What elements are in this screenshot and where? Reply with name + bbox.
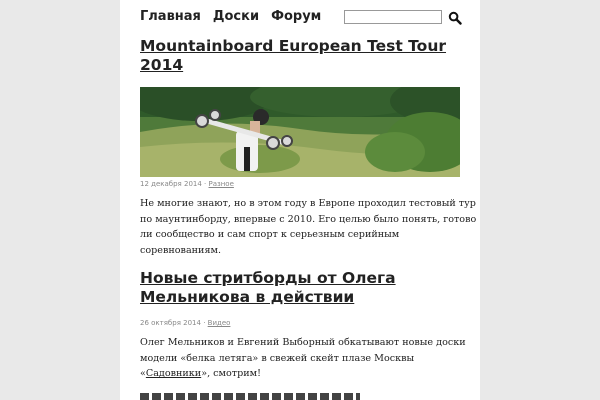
- nav-home[interactable]: Главная: [140, 9, 201, 24]
- post-image[interactable]: [140, 87, 460, 177]
- search-input[interactable]: [344, 10, 442, 24]
- nav-boards[interactable]: Доски: [212, 9, 260, 24]
- next-post-title-clipped: [140, 393, 360, 400]
- top-nav: [140, 8, 321, 26]
- post-title-link[interactable]: Новые стритборды от Олега Мельникова в действии: [140, 269, 396, 306]
- excerpt-link-sadovniki[interactable]: Садовники: [145, 368, 202, 379]
- post-title: [140, 37, 480, 75]
- post-category-link[interactable]: Разное: [208, 180, 234, 188]
- post-item: [140, 37, 480, 75]
- search-form: [344, 10, 462, 24]
- search-icon[interactable]: [448, 10, 462, 24]
- nav-forum[interactable]: Форум: [271, 9, 322, 24]
- post-item: [140, 269, 480, 307]
- excerpt-text-start: Олег Мельников и Евгений Выборный обкатывают новые доски модели «белка летяга» в свежей скейт плазе Москвы «: [140, 337, 466, 379]
- post-title: [140, 269, 480, 307]
- post-meta: [140, 180, 480, 188]
- meta-separator: ·: [204, 180, 209, 188]
- post-excerpt: [140, 335, 485, 382]
- next-post-title-partial: [140, 393, 480, 400]
- post-category-link[interactable]: Видео: [207, 319, 231, 327]
- post-date: 26 октября 2014: [140, 319, 201, 327]
- post-date: 12 декабря 2014: [140, 180, 202, 188]
- meta-separator: ·: [203, 319, 208, 327]
- page-content: [120, 0, 480, 400]
- post-excerpt-wrap: [140, 335, 485, 382]
- post-excerpt-wrap: [140, 196, 480, 258]
- excerpt-text-end: », смотрим!: [201, 368, 261, 379]
- post-meta: [140, 319, 480, 327]
- post-title-link[interactable]: Mountainboard European Test Tour 2014: [140, 37, 447, 74]
- post-excerpt: Не многие знают, но в этом году в Европе проходил тестовый тур по маунтинборду, впервые с 2010. Его целью было понять, готово ли сообщество и сам спорт к серьезным серийным соревнованиям.: [140, 198, 477, 256]
